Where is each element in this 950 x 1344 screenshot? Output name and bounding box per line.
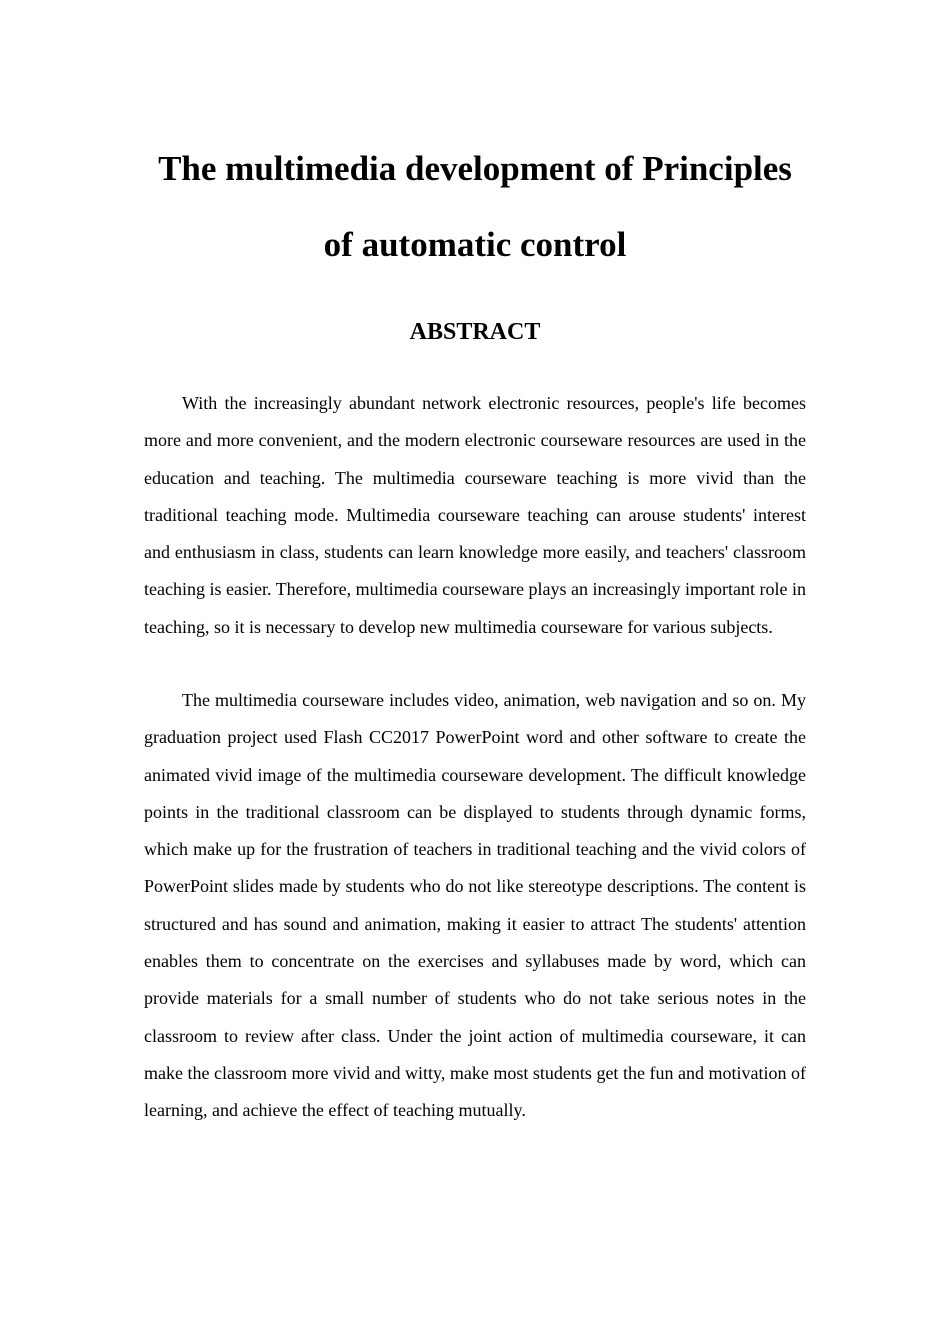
abstract-heading: ABSTRACT [409, 319, 541, 345]
document-title-line-1: The multimedia development of Principles [158, 149, 792, 188]
document-title-line-2: of automatic control [323, 225, 627, 264]
abstract-paragraph-2: The multimedia courseware includes video, animation, web navigation and so on. My graduation project used Flash CC2017 PowerPoint word and other software to create the animated vivid image of the multimedia courseware development. The difficult knowledge points in the traditional classroom can be displayed to students through dynamic forms, which make up for the frustration of teachers in traditional teaching and the vivid colors of PowerPoint slides made by students who do not like stereotype descriptions. The content is structured and has sound and animation, making it easier to attract The students' attention enables them to concentrate on the exercises and syllabuses made by word, which can provide materials for a small number of students who do not take serious notes in the classroom to review after class. Under the joint action of multimedia courseware, it can make the classroom more vivid and witty, make most students get the fun and motivation of learning, and achieve the effect of teaching mutually. [144, 690, 806, 1121]
abstract-paragraph-1: With the increasingly abundant network electronic resources, people's life becomes more and more convenient, and the modern electronic courseware resources are used in the education and teaching. The multimedia courseware teaching is more vivid than the traditional teaching mode. Multimedia courseware teaching can arouse students' interest and enthusiasm in class, students can learn knowledge more easily, and teachers' classroom teaching is easier. Therefore, multimedia courseware plays an increasingly important role in teaching, so it is necessary to develop new multimedia courseware for various subjects. [144, 393, 806, 637]
